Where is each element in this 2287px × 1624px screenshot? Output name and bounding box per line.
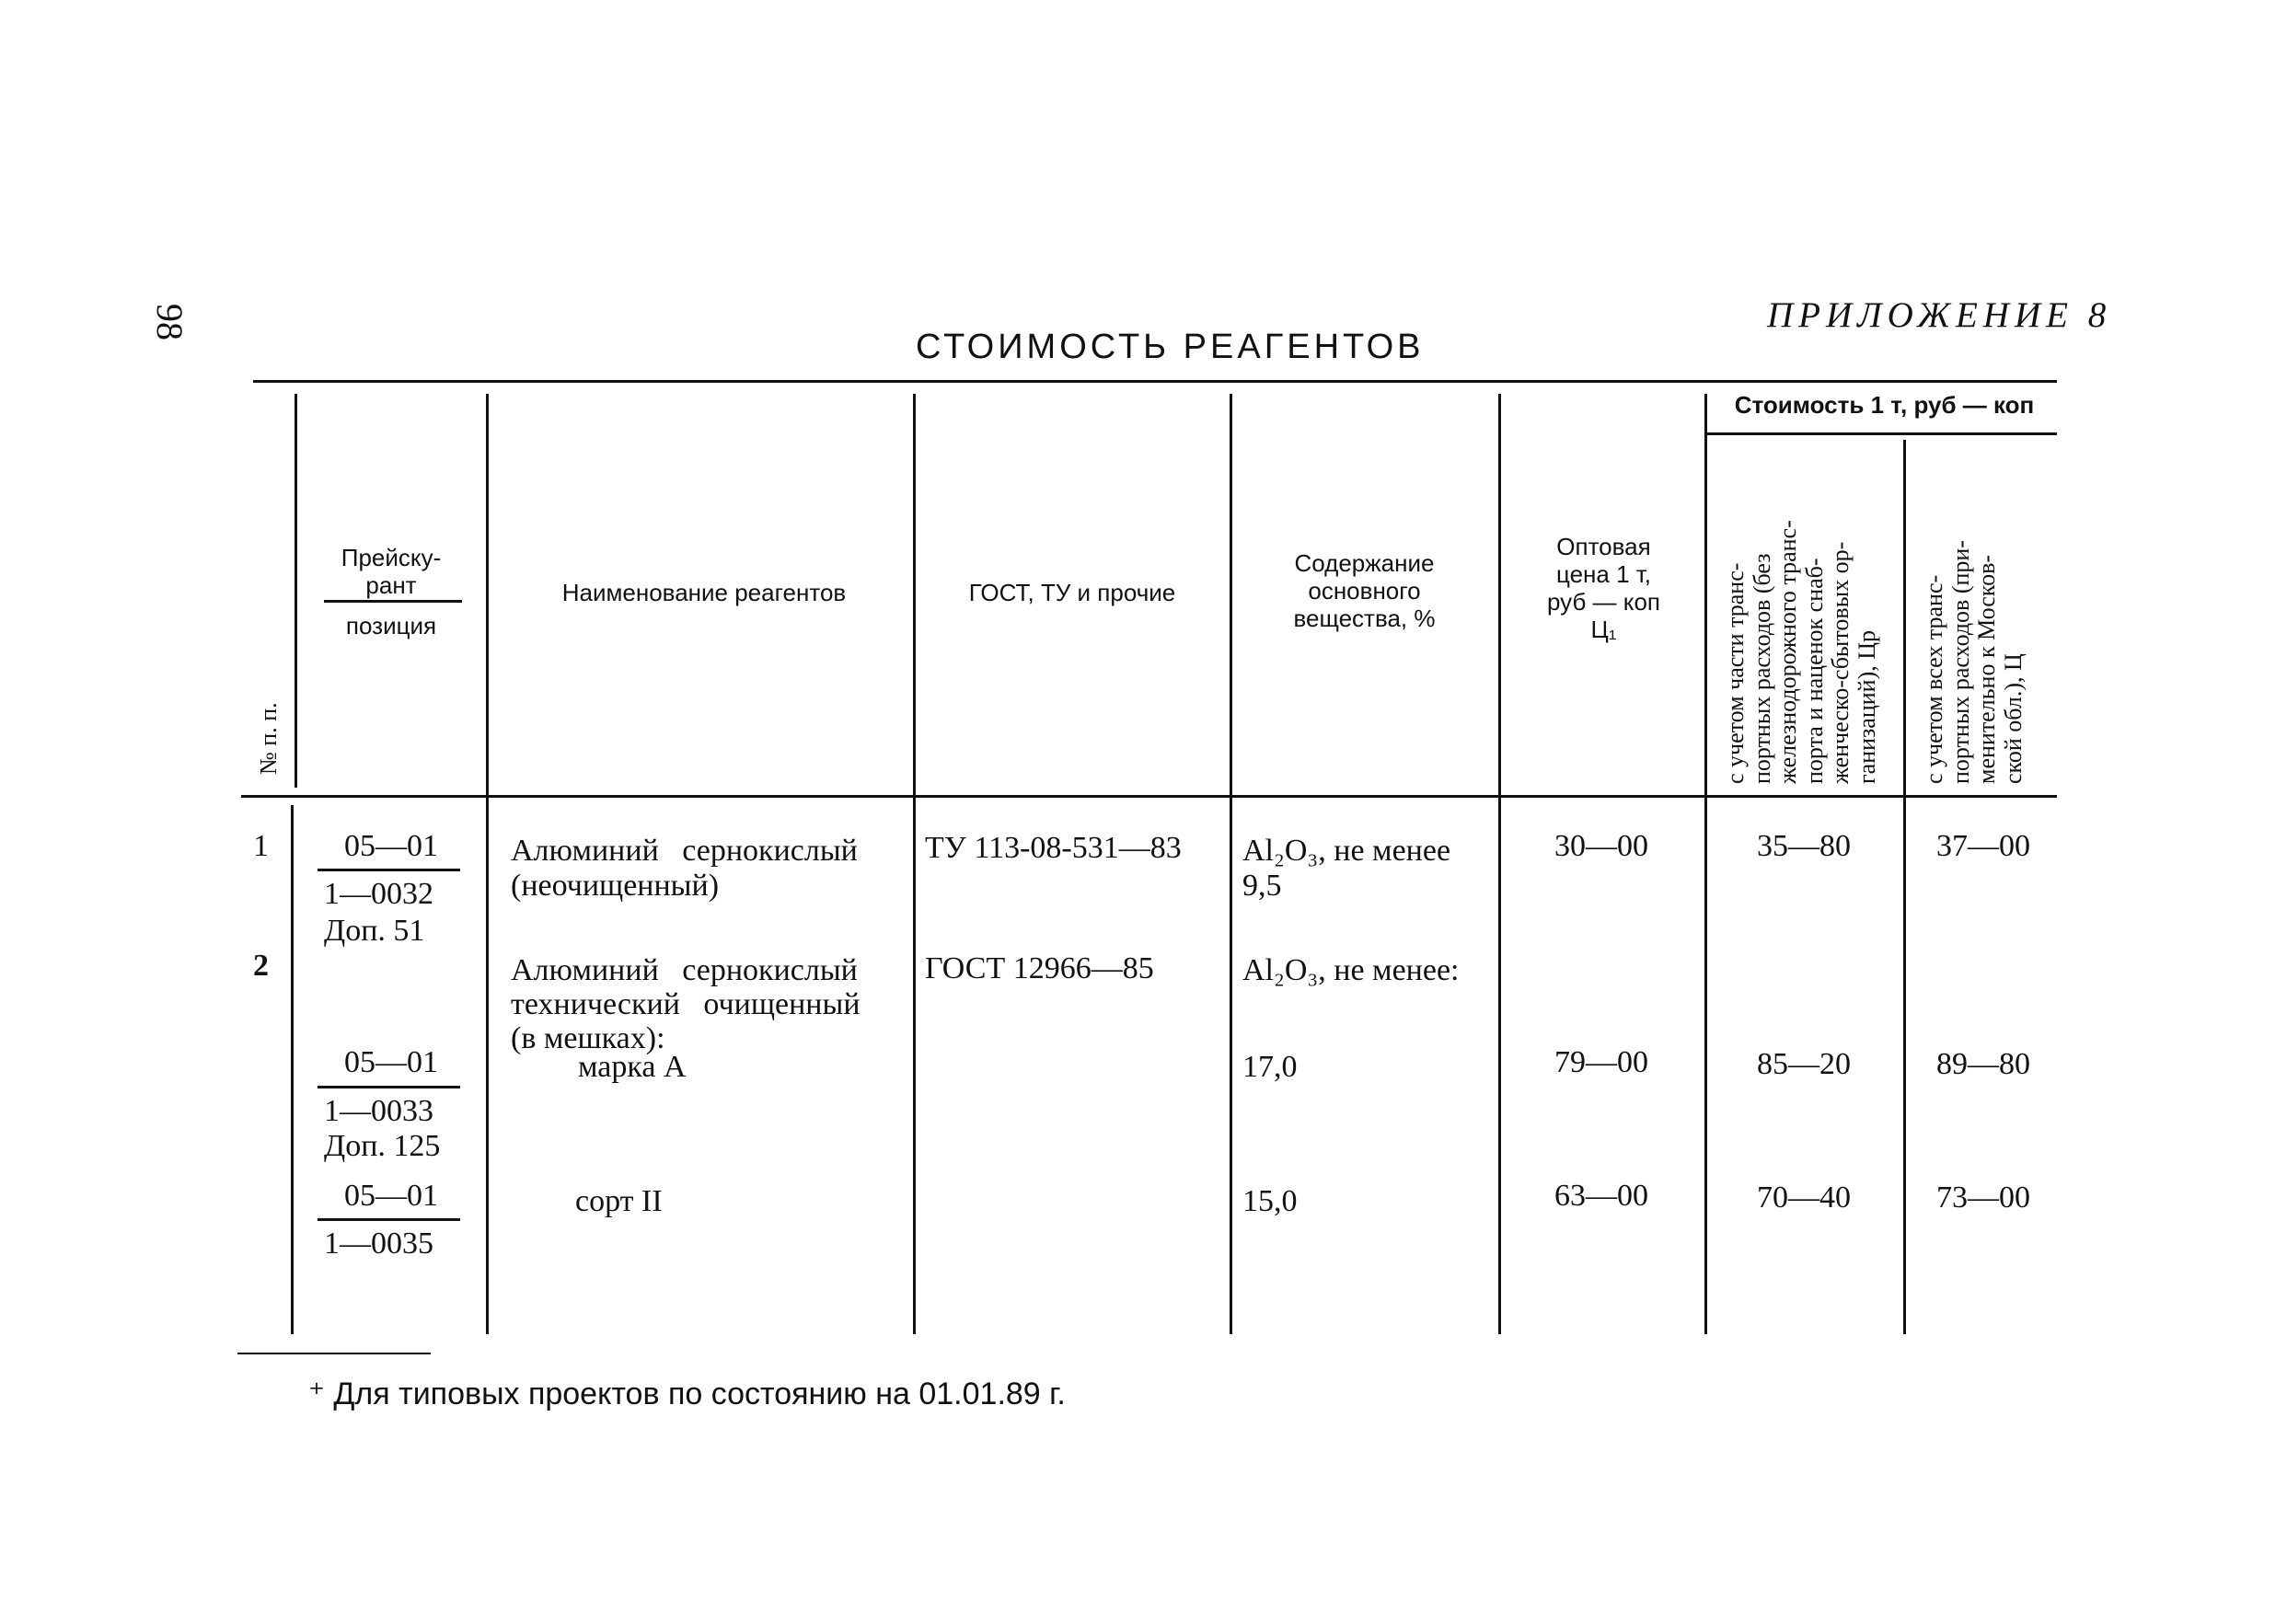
col-divider-4 <box>1230 394 1232 1334</box>
footnote-rule <box>237 1353 431 1354</box>
row1-extra: Доп. 51 <box>324 914 425 948</box>
row2a-cost-full: 89—80 <box>1936 1047 2030 1081</box>
col-divider-3 <box>913 394 916 1334</box>
col-divider-2 <box>486 394 489 1334</box>
row2b-cost-full: 73—00 <box>1936 1181 2030 1215</box>
col-divider-7 <box>1903 440 1906 1334</box>
row1-content-line1: Al₂O₃, не менее <box>1242 834 1451 868</box>
row1-content-line2: 9,5 <box>1242 869 1282 903</box>
row2-name-line2: технический очищенный <box>511 987 861 1021</box>
row2b-pricelist: 05—01 <box>344 1179 438 1213</box>
page-number: 98 <box>149 304 191 340</box>
row2b-name: сорт II <box>575 1184 663 1218</box>
row2a-position: 1—0033 <box>324 1094 433 1128</box>
header-gost: ГОСТ, ТУ и прочие <box>968 579 1176 606</box>
row1-pricelist-divider <box>318 869 460 871</box>
row2b-pricelist-divider <box>318 1218 460 1221</box>
header-wholesale: Оптовая цена 1 т, руб — коп Ц₁ <box>1546 533 1660 643</box>
row2b-cost-partial: 70—40 <box>1757 1181 1851 1215</box>
header-cost-full: с учетом всех транс- портных расходов (при- менительно к Москов- ской обл.), Ц <box>1921 540 2027 784</box>
cost-group-rule <box>1707 432 2057 435</box>
row2b-position: 1—0035 <box>324 1227 433 1261</box>
header-num: № п. п. <box>255 702 282 775</box>
col-divider-1 <box>295 394 297 788</box>
row2a-pricelist-divider <box>318 1086 460 1088</box>
header-content: Содержание основного вещества, % <box>1293 549 1436 632</box>
row2-gost: ГОСТ 12966—85 <box>925 951 1154 985</box>
row1-gost: ТУ 113-08-531—83 <box>925 831 1182 865</box>
header-cost-partial: с учетом части транс- портных расходов (без железнодорожного транс- порта и наценок снаб- женческо-сбытовых ор- ганизаций), Цр <box>1722 520 1880 784</box>
col-divider-6 <box>1704 394 1707 1334</box>
row2b-content: 15,0 <box>1242 1184 1298 1218</box>
row2-content: Al₂O₃, не менее: <box>1242 953 1460 987</box>
row1-wholesale: 30—00 <box>1554 829 1648 863</box>
row1-name-line1: Алюминий сернокислый <box>511 834 858 868</box>
row2a-wholesale: 79—00 <box>1554 1045 1648 1079</box>
header-pricelist-divider <box>324 600 462 603</box>
col-divider-1b <box>291 805 294 1334</box>
row2a-pricelist: 05—01 <box>344 1045 438 1079</box>
row1-name-line2: (неочищенный) <box>511 869 720 903</box>
col-divider-5 <box>1498 394 1501 1334</box>
header-name: Наименование реагентов <box>561 579 847 606</box>
table-top-rule <box>253 380 2057 383</box>
row2b-wholesale: 63—00 <box>1554 1179 1648 1213</box>
row1-cost-partial: 35—80 <box>1757 829 1851 863</box>
row1-cost-full: 37—00 <box>1936 829 2030 863</box>
header-cost-group: Стоимость 1 т, руб — коп <box>1734 391 2035 419</box>
row2-name-line3: (в мешках): <box>511 1021 665 1055</box>
row2-name-line1: Алюминий сернокислый <box>511 953 858 987</box>
row2a-extra: Доп. 125 <box>324 1129 441 1163</box>
header-position: позиция <box>345 612 437 639</box>
row2a-content: 17,0 <box>1242 1050 1298 1084</box>
row2a-name: марка А <box>578 1050 687 1084</box>
header-pricelist: Прейску- рант <box>341 544 442 599</box>
header-bottom-rule <box>241 795 2057 798</box>
row1-num: 1 <box>253 829 269 863</box>
row1-pricelist: 05—01 <box>344 829 438 863</box>
page-title: СТОИМОСТЬ РЕАГЕНТОВ <box>916 328 1425 366</box>
footnote: ⁺ Для типовых проектов по состоянию на 01.01.89 г. <box>308 1376 1066 1411</box>
row2a-cost-partial: 85—20 <box>1757 1047 1851 1081</box>
row2-num: 2 <box>253 949 269 983</box>
row1-position: 1—0032 <box>324 877 433 911</box>
appendix-label: ПРИЛОЖЕНИЕ 8 <box>1767 295 2112 335</box>
